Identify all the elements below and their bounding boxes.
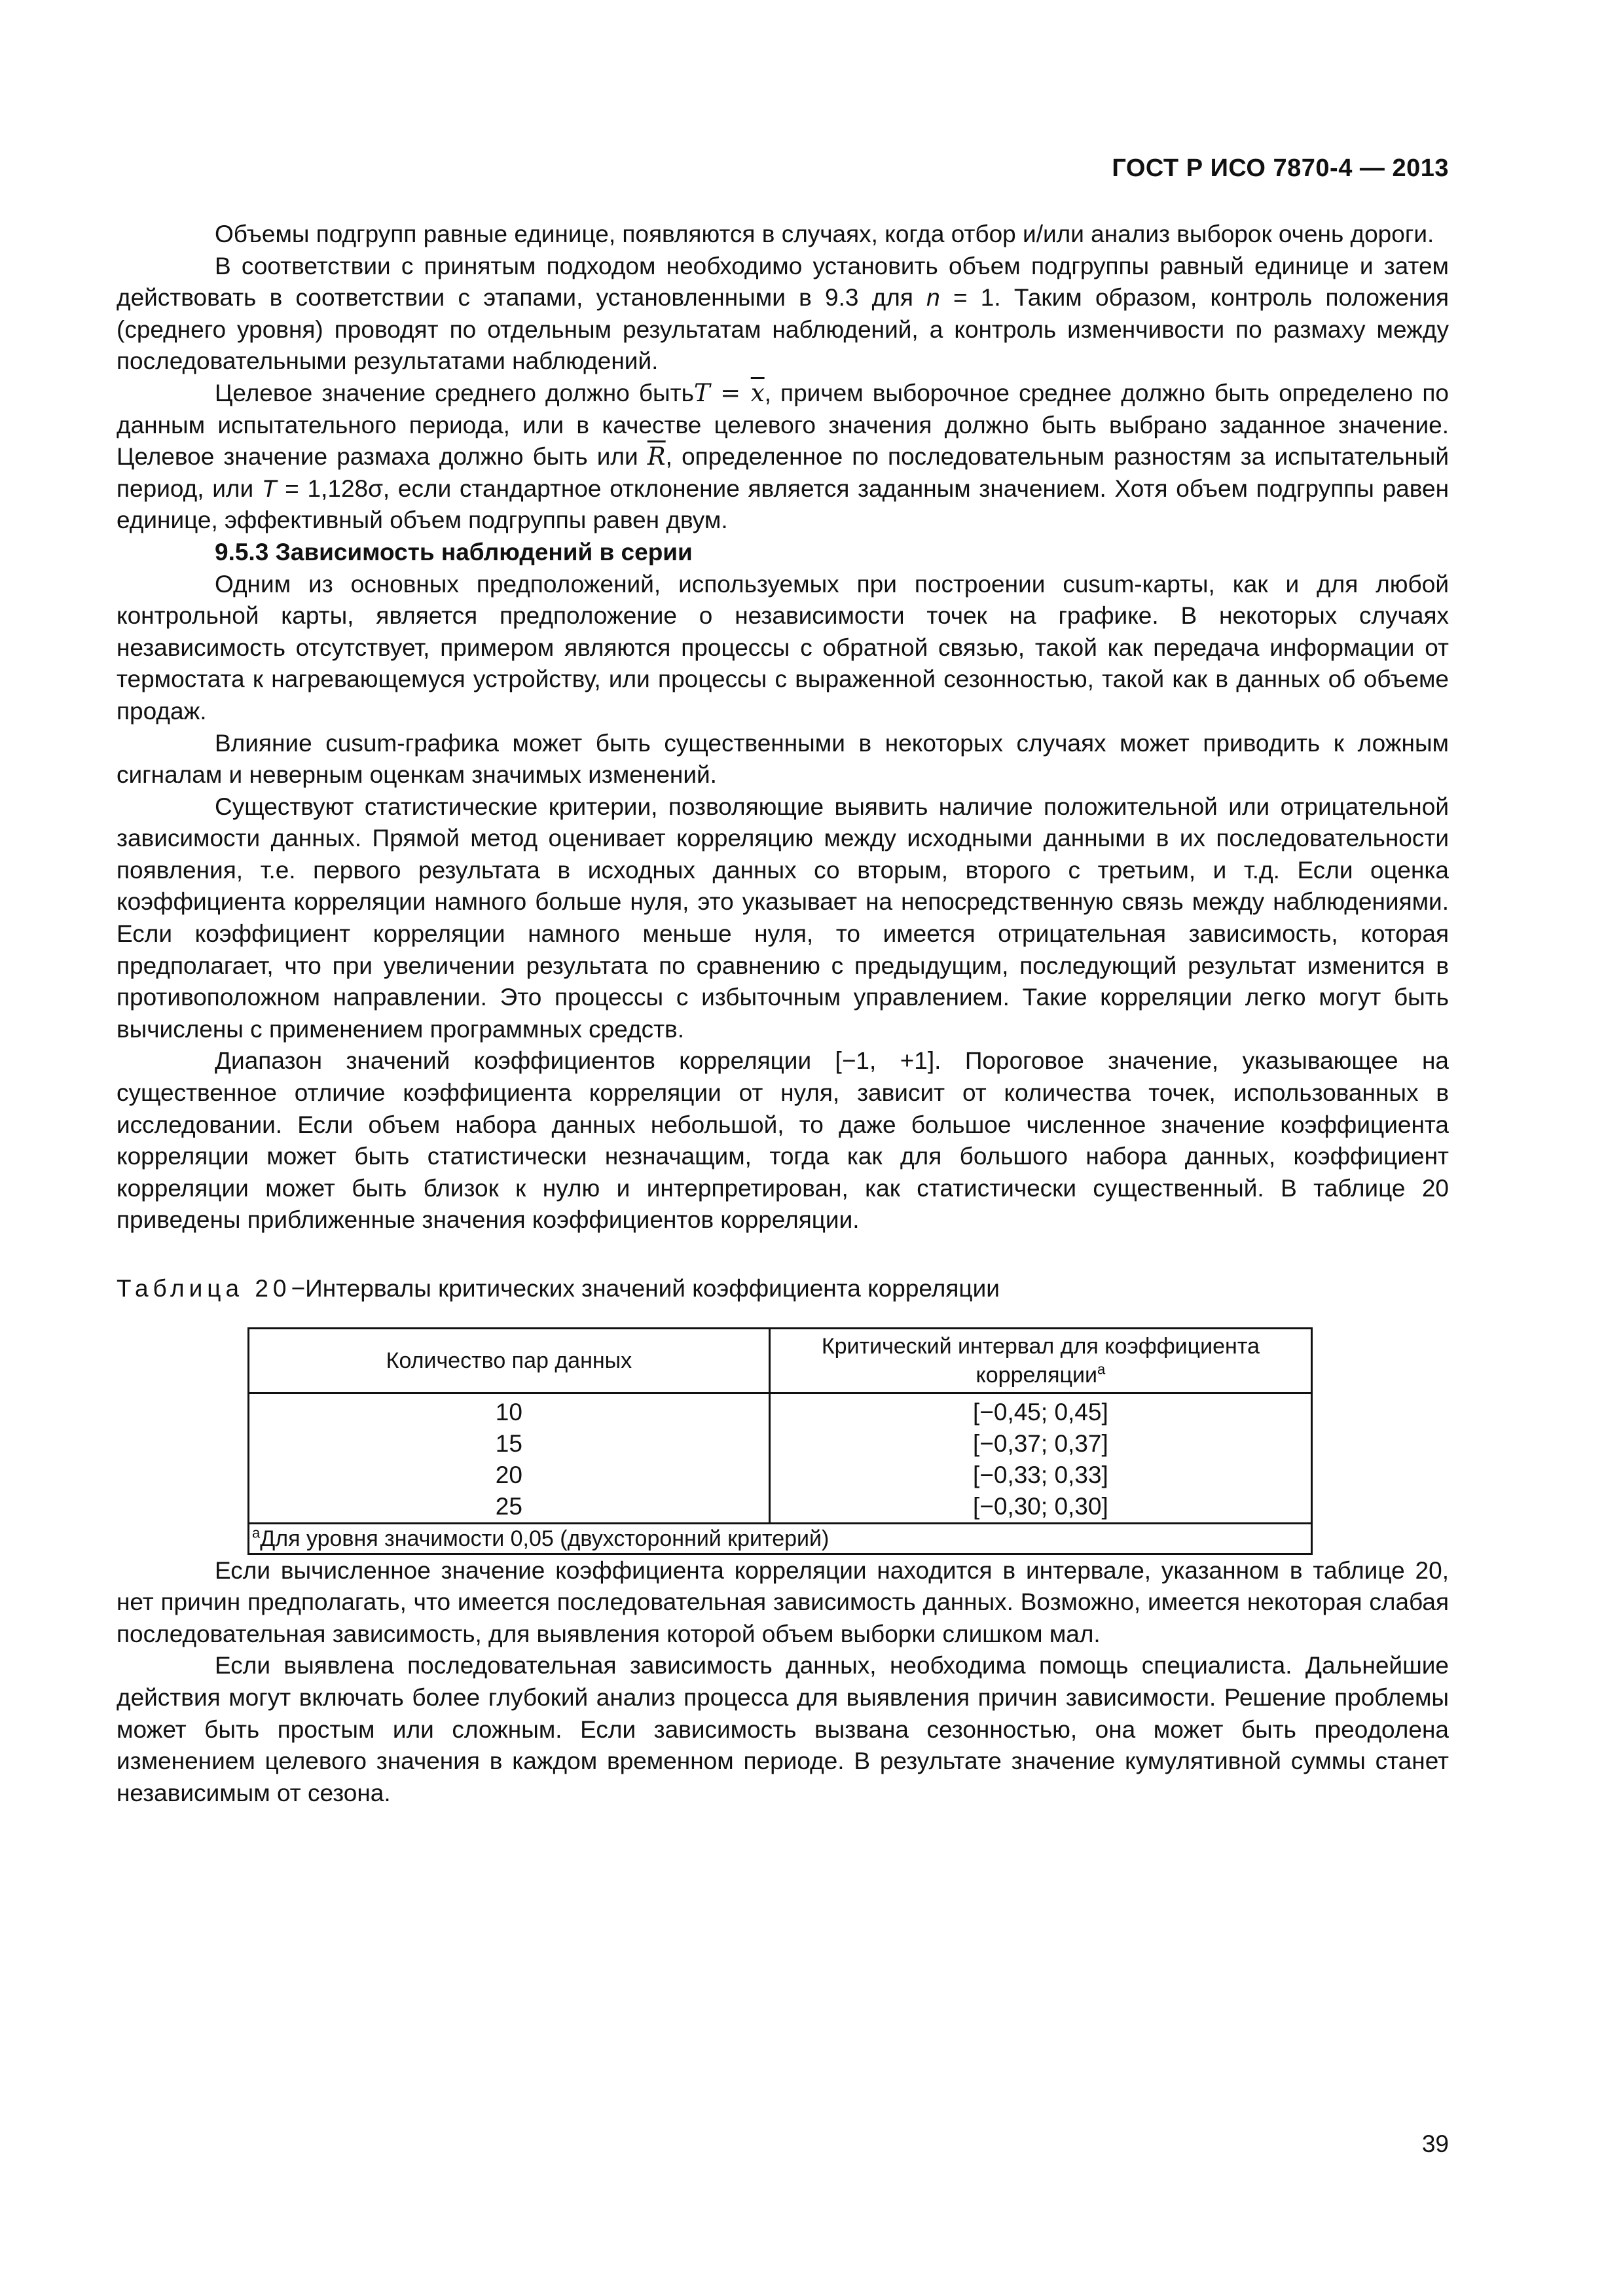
column-header-interval-text: Критический интервал для коэффициента корреляции bbox=[821, 1333, 1260, 1388]
table-footnote bbox=[249, 1523, 1312, 1554]
pairs-cell: 20 bbox=[249, 1460, 770, 1491]
column-header-interval bbox=[769, 1328, 1311, 1393]
paragraph-2-part-a: В соответствии с принятым подходом необходимо установить объем подгруппы равный единице и затем действовать в соответствии с этапами, установленными в 9.3 для bbox=[117, 252, 1449, 312]
paragraph-2 bbox=[117, 251, 1449, 378]
table-footnote-row bbox=[249, 1523, 1312, 1554]
interval-cell: [−0,33; 0,33] bbox=[769, 1460, 1311, 1491]
correlation-table bbox=[247, 1327, 1313, 1555]
paragraph-2-part-b: = 1. Таким образом, контроль положения (среднего уровня) проводят по отдельным результатам наблюдений, а контроль изменчивости по размаху между последовательными результатами наблюдений. bbox=[117, 284, 1449, 375]
pairs-cell: 25 bbox=[249, 1491, 770, 1524]
paragraph-4: Одним из основных предположений, используемых при построении cusum-карты, как и для любой контрольной карты, является предположение о независимости точек на графике. В некоторых случаях независимость отсутствует, примером являются процессы с обратной связью, такой как передача информации от термостата к нагревающемуся устройству, или процессы с выраженной сезонностью, такой как в данных об объеме продаж. bbox=[117, 570, 1449, 725]
column-header-pairs: Количество пар данных bbox=[249, 1328, 770, 1393]
page-number: 39 bbox=[1421, 2130, 1449, 2157]
paragraph-1: Объемы подгрупп равные единице, появляются в случаях, когда отбор и/или анализ выборок очень дороги. bbox=[215, 221, 1434, 247]
table-caption-text: Интервалы критических значений коэффициента корреляции bbox=[305, 1275, 1000, 1302]
table-row bbox=[249, 1491, 1312, 1524]
pairs-cell: 10 bbox=[249, 1393, 770, 1428]
pairs-cell: 15 bbox=[249, 1428, 770, 1460]
table-row bbox=[249, 1428, 1312, 1460]
formula-T: T bbox=[693, 378, 710, 407]
footnote-marker: a bbox=[1097, 1361, 1106, 1378]
interval-cell: [−0,30; 0,30] bbox=[769, 1491, 1311, 1524]
paragraph-7: Диапазон значений коэффициентов корреляции [−1, +1]. Пороговое значение, указывающее на существенное отличие коэффициента корреляции от нуля, зависит от количества точек, использованных в исследовании. Если объем набора данных небольшой, то даже большое численное значение коэффициента корреляции может быть статистически незначащим, тогда как для большого набора данных, коэффициент корреляции может быть близок к нулю и интерпретирован, как статистически существенный. В таблице 20 приведены приближенные значения коэффициентов корреляции. bbox=[117, 1047, 1449, 1234]
paragraph-5: Влияние cusum-графика может быть существенными в некоторых случаях может приводить к ложным сигналам и неверным оценкам значимых изменений. bbox=[117, 729, 1449, 789]
document-code: ГОСТ Р ИСО 7870-4 — 2013 bbox=[1112, 154, 1449, 182]
formula-target-mean bbox=[694, 379, 765, 407]
table-header-row bbox=[249, 1328, 1312, 1393]
formula-R-bar bbox=[647, 442, 666, 471]
footnote-sup: a bbox=[252, 1524, 261, 1541]
formula-equals: = bbox=[710, 378, 751, 407]
interval-cell: [−0,45; 0,45] bbox=[769, 1393, 1311, 1428]
paragraph-3 bbox=[117, 378, 1449, 537]
variable-n: n bbox=[926, 284, 940, 312]
table-caption bbox=[117, 1273, 1449, 1305]
paragraph-8: Если вычисленное значение коэффициента корреляции находится в интервале, указанном в таблице 20, нет причин предполагать, что имеется последовательная зависимость данных. Возможно, имеется некоторая слабая последовательная зависимость, для выявления которой объем выборки слишком мал. bbox=[117, 1556, 1449, 1647]
paragraph-9: Если выявлена последовательная зависимость данных, необходима помощь специалиста. Дальнейшие действия могут включать более глубокий анализ процесса для выявления причин зависимости. Решение проблемы может быть простым или сложным. Если зависимость вызвана сезонностью, она может быть преодолена изменением целевого значения в каждом временном периоде. В результате значение кумулятивной суммы станет независимым от сезона. bbox=[117, 1652, 1449, 1806]
footnote-text: Для уровня значимости 0,05 (двухсторонний критерий) bbox=[260, 1526, 830, 1551]
formula-x-bar: $\overline{x}$ bbox=[750, 378, 765, 407]
paragraph-3-part-d: = 1,128σ, если стандартное отклонение является заданным значением. Хотя объем подгруппы равен единице, эффективный объем подгруппы равен двум. bbox=[117, 475, 1450, 534]
interval-cell: [−0,37; 0,37] bbox=[769, 1428, 1311, 1460]
table-caption-dash: − bbox=[291, 1275, 306, 1302]
table-caption-label: Таблица 20 bbox=[117, 1275, 291, 1302]
formula-R: $\overline{R}$ bbox=[647, 442, 666, 471]
section-heading: 9.5.3 Зависимость наблюдений в серии bbox=[215, 538, 693, 565]
paragraph-6: Существуют статистические критерии, позволяющие выявить наличие положительной или отрицательной зависимости данных. Прямой метод оценивает корреляцию между исходными данными в их последовательности появления, т.е. первого результата в исходных данных со вторым, второго с третьим, и т.д. Если оценка коэффициента корреляции намного больше нуля, это указывает на непосредственную связь между наблюдениями. Если коэффициент корреляции намного меньше нуля, то имеется отрицательная зависимость, которая предполагает, что при увеличении результата по сравнению с предыдущим, последующий результат изменится в противоположном направлении. Это процессы с избыточным управлением. Такие корреляции легко могут быть вычислены с применением программных средств. bbox=[117, 793, 1449, 1043]
paragraph-3-part-c: , определенное по последовательным разностям за испытательный период, или bbox=[117, 443, 1449, 502]
variable-T: T bbox=[261, 475, 277, 502]
page-body bbox=[117, 219, 1449, 1809]
table-row bbox=[249, 1393, 1312, 1428]
paragraph-3-part-a: Целевое значение среднего должно быть bbox=[215, 379, 694, 406]
paragraph-3-part-b: , причем выборочное среднее должно быть определено по данным испытательного периода, или в качестве целевого значения должно быть выбрано заданное значение. Целевое значение размаха должно быть или bbox=[117, 379, 1449, 471]
table-row bbox=[249, 1460, 1312, 1491]
